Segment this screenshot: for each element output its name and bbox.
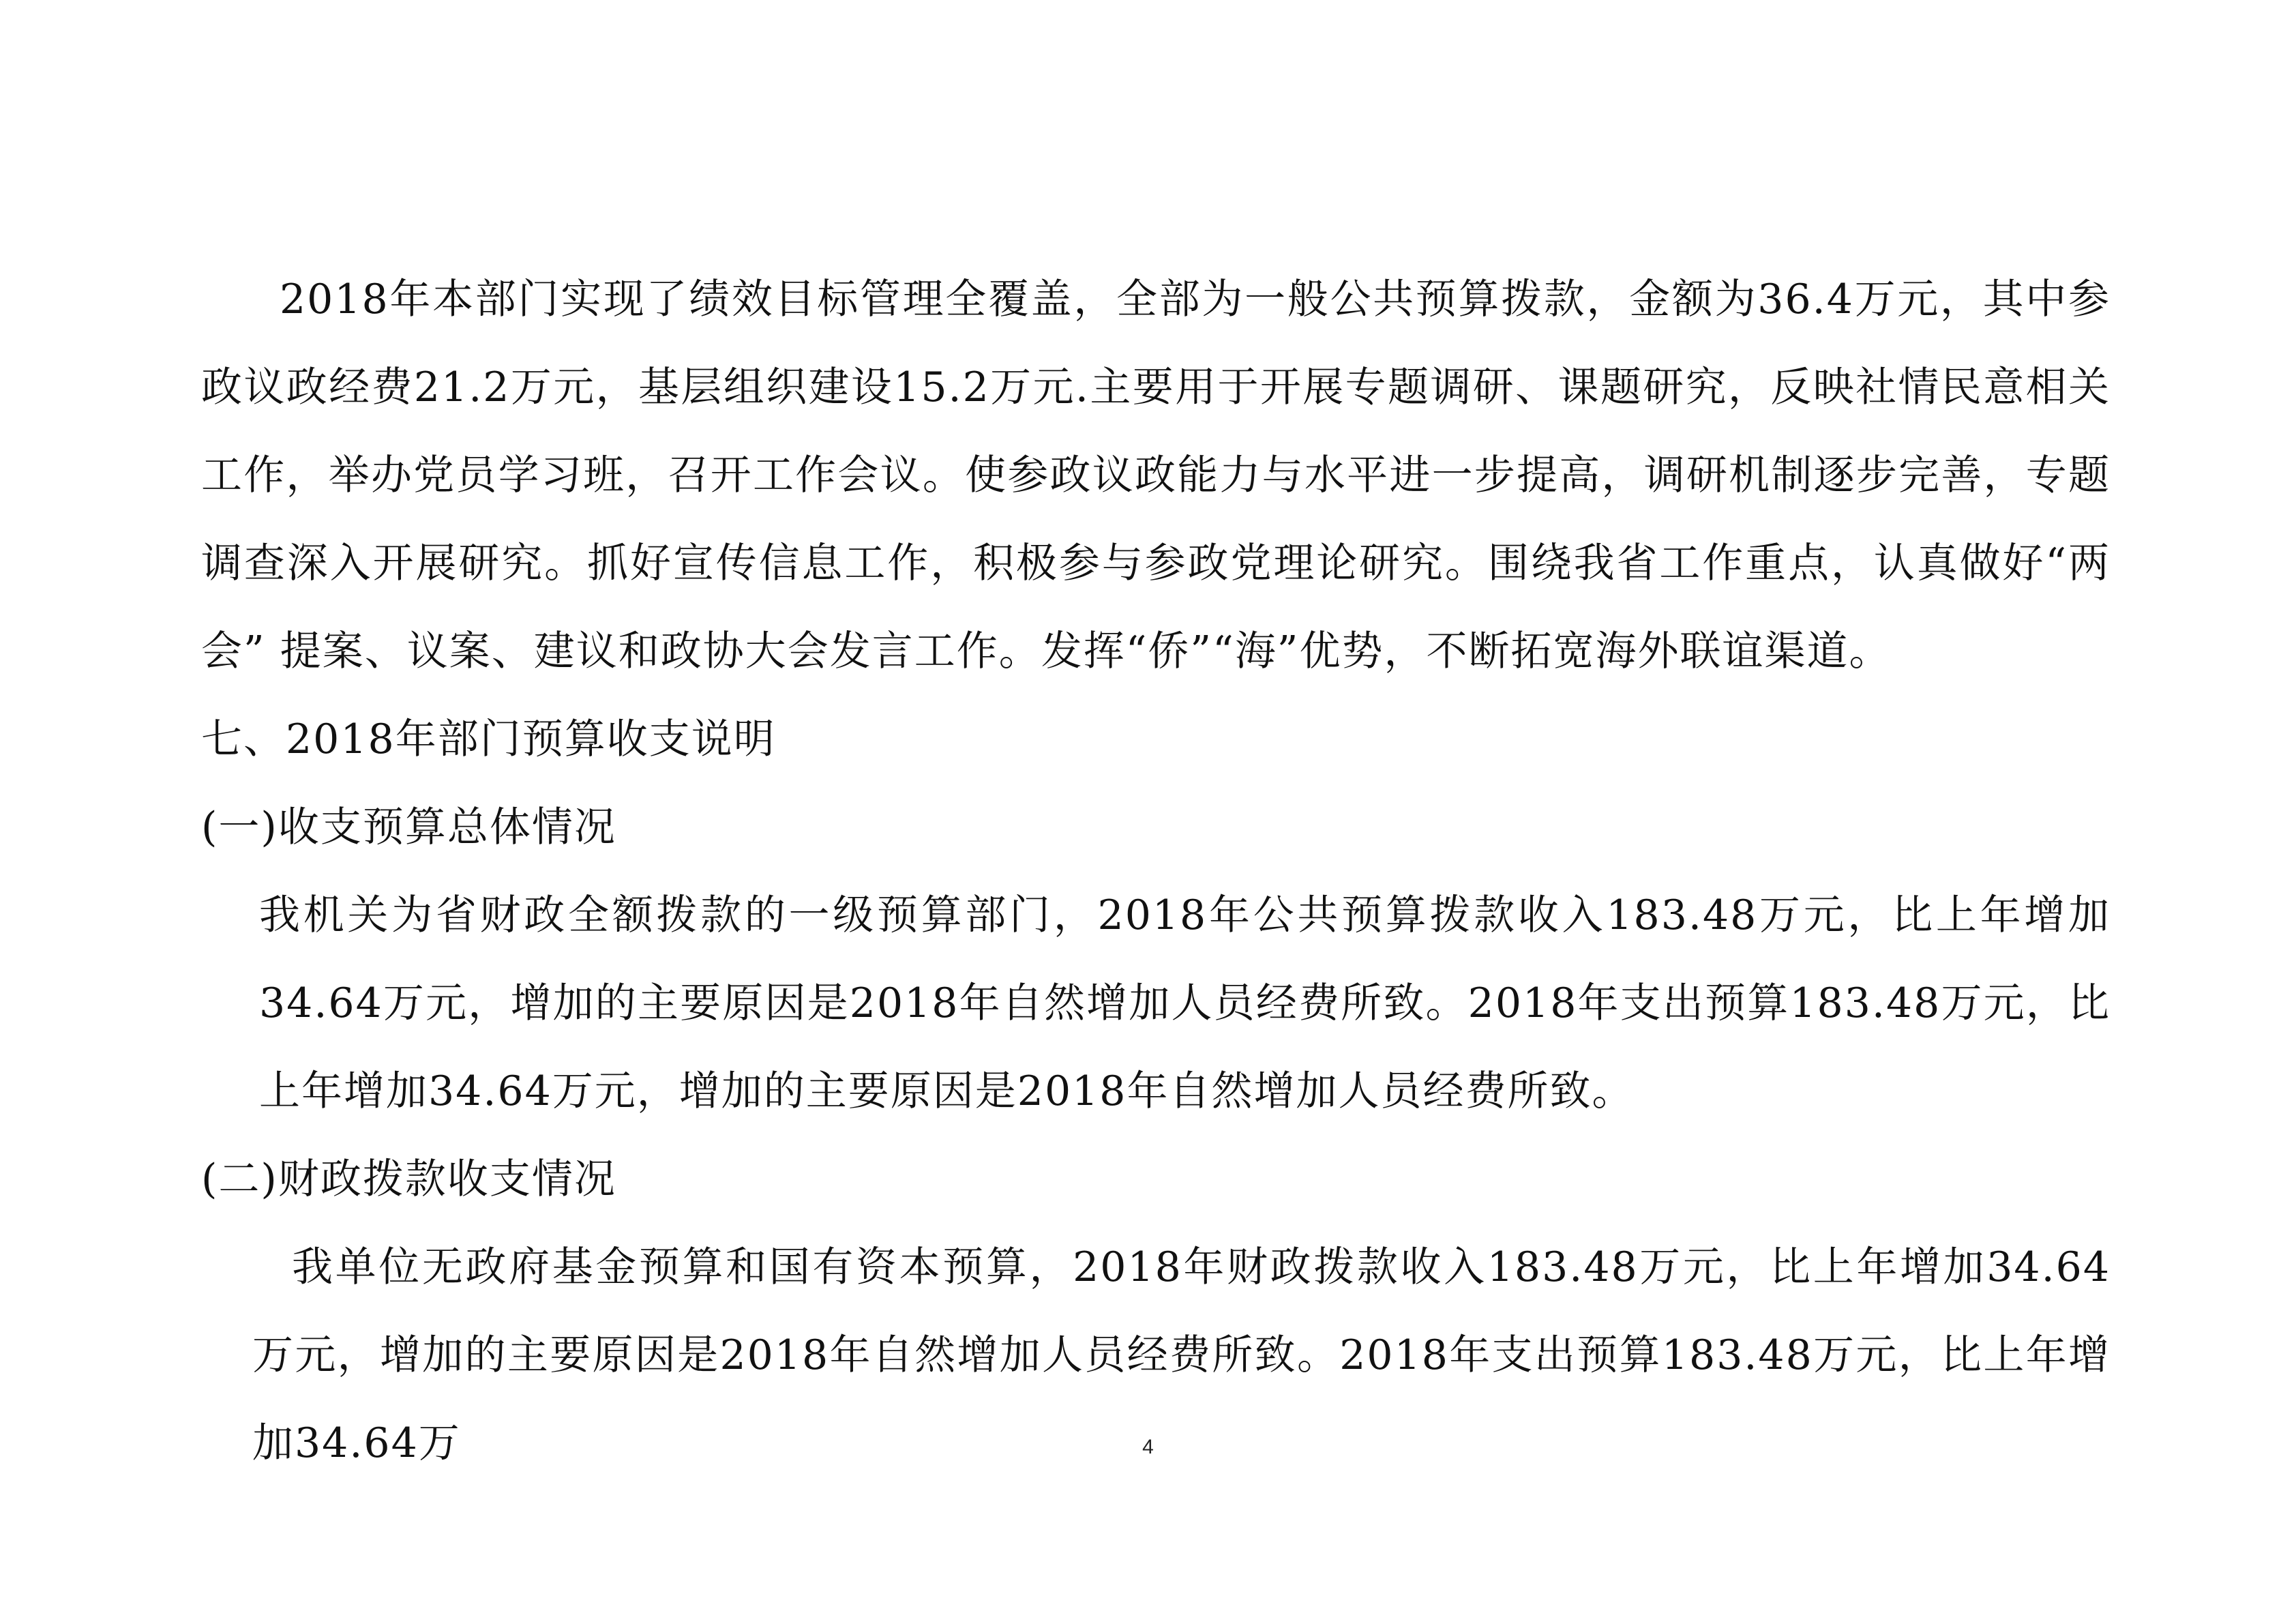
subsection-heading-overall: (一)收支预算总体情况 bbox=[201, 803, 616, 851]
paragraph-overall-budget: 我机关为省财政全额拨款的一级预算部门，2018年公共预算拨款收入183.48万元，比上年增加34.64万元，增加的主要原因是2018年自然增加人员经费所致。2018年支出预算183.48万元，比上年增加34.64万元，增加的主要原因是2018年自然增加人员经费所致。 bbox=[259, 891, 2111, 1115]
page-number: 4 bbox=[1142, 1436, 1154, 1458]
paragraph-fiscal-budget: 我单位无政府基金预算和国有资本预算，2018年财政拨款收入183.48万元，比上年增加34.64万元，增加的主要原因是2018年自然增加人员经费所致。2018年支出预算183.48万元，比上年增加34.64万 bbox=[252, 1243, 2111, 1467]
document-body bbox=[201, 256, 2111, 1488]
subsection-heading-fiscal: (二)财政拨款收支情况 bbox=[201, 1155, 616, 1203]
paragraph-performance-goals: 2018年本部门实现了绩效目标管理全覆盖，全部为一般公共预算拨款，金额为36.4万元，其中参政议政经费21.2万元，基层组织建设15.2万元.主要用于开展专题调研、课题研究，反映社情民意相关工作，举办党员学习班，召开工作会议。使参政议政能力与水平进一步提高，调研机制逐步完善，专题调查深入开展研究。抓好宣传信息工作，积极参与参政党理论研究。围绕我省工作重点，认真做好“两会” 提案、议案、建议和政协大会发言工作。发挥“侨”“海”优势，不断拓宽海外联谊渠道。 bbox=[201, 276, 2111, 675]
section-heading-budget-explanation: 七、2018年部门预算收支说明 bbox=[201, 715, 776, 763]
